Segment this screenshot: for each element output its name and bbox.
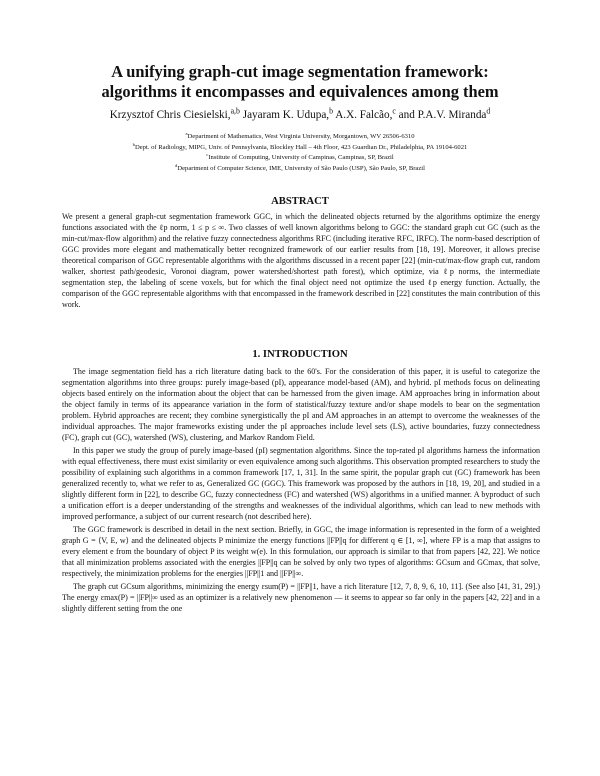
- affiliation-text: Department of Mathematics, West Virginia University, Morgantown, WV 26506-6310: [187, 133, 415, 140]
- paper-title: [40, 62, 560, 102]
- body-paragraph: The GGC framework is described in detail in the next section. Briefly, in GGC, the image information is represented in the form of a weighted graph G = ⟨V, E, w⟩ and the delineated objects P minimize the energy functions ||FP||q for different q ∈ [1, ∞], where FP is a map that assigns to every element e from the boundary of object P its weight w(e). In this formulation, our approach is similar to that from papers [42, 22]. We notice that all minimization problems associated with the energies ||FP||q can be solved by only two types of algorithms: GCsum and GCmax, that solve, respectively, the minimization problems for the energies ||FP||1 and ||FP||∞.: [62, 525, 540, 578]
- body-paragraph: The graph cut GCsum algorithms, minimizing the energy εsum(P) = ||FP||1, have a rich literature [12, 7, 8, 9, 6, 10, 11]. (See also [41, 31, 29].) The energy εmax(P) = ||FP||∞ used as an optimizer is a relatively new phenomenon — it seems to appear so far only in the papers [42, 22] and in a slightly different setting from the one: [62, 582, 540, 613]
- author-name: A.X. Falcão,: [333, 109, 393, 121]
- author-name: Jayaram K. Udupa,: [239, 109, 330, 121]
- affiliation: [40, 143, 560, 154]
- affiliation-text: Institute of Computing, University of Campinas, Campinas, SP, Brazil: [208, 154, 394, 162]
- author-name: Krzysztof Chris Ciesielski,: [109, 109, 231, 121]
- affiliation-text: Dept. of Radiology, MIPG, Univ. of Pennsylvania, Blockley Hall – 4th Floor, 423 Guardian Dr., Philadelphia, PA 19104-6021: [134, 143, 468, 151]
- author-affil-mark: a,b: [230, 106, 240, 116]
- affiliation-mark: d: [175, 162, 178, 168]
- affiliation-mark: b: [132, 141, 135, 147]
- affiliation-list: [40, 132, 560, 174]
- author-affil-mark: c: [392, 106, 396, 116]
- author-affil-mark: b: [329, 106, 334, 116]
- title-line-1: A unifying graph-cut image segmentation framework:: [111, 62, 489, 81]
- section-heading-introduction: 1. INTRODUCTION: [252, 349, 348, 360]
- author-name: and P.A.V. Miranda: [395, 109, 487, 121]
- affiliation: [40, 164, 560, 175]
- affiliation: [40, 153, 560, 164]
- affiliation-mark: c: [206, 152, 209, 157]
- body-paragraph: The image segmentation field has a rich literature dating back to the 60's. For the consideration of this paper, it is useful to categorize the segmentation algorithms into three groups: purely image-based (pI), appearance model-based (AM), and hybrid. pI methods focus on delineating objects based entirely on the information about the object that can be harnessed from the given image. AM approaches bring in information about the object family in terms of its appearance variation in the form of statistical/fuzzy texture and/or shape models to bear on the segmentation problem. Hybrid approaches are recent; they combine synergistically the pI and AM approaches in an attempt to overcome the weaknesses of the individual approaches. The major frameworks existing under the pI approaches include level sets (LS), active boundaries, fuzzy connectedness (FC), graph cut (GC), watershed (WS), clustering, and Markov Random Field.: [62, 367, 540, 442]
- body-paragraph: In this paper we study the group of purely image-based (pI) segmentation algorithms. Since the top-rated pI algorithms harness the information with equal effectiveness, there must exist similarity or even equivalence among such algorithms. This observation prompted researchers to study the possibility of explaining such algorithms in a common framework [17, 1, 31]. In the same spirit, the popular graph cut (GC) framework has been generalized recently to, what we refer to as, Generalized GC (GGC). This framework was proposed by the authors in [18, 19, 20], and studied in a slightly different form in [22], to describe GC, fuzzy connectedness (FC) and watershed (WS) algorithms in a unified manner. A byproduct of such a unification effort is a deeper understanding of the strengths and weaknesses of the individual algorithms, which can lead to new methods with improved performance, a subject of our current research (not described here).: [62, 446, 540, 521]
- author-list: [40, 108, 560, 122]
- abstract-text: We present a general graph-cut segmentation framework GGC, in which the delineated objects returned by the algorithms optimize the energy functions associated with the ℓp norm, 1 ≤ p ≤ ∞. Two classes of well known algorithms belong to GGC: the standard graph cut GC (such as the min-cut/max-flow algorithm) and the relative fuzzy connectedness algorithms RFC (including iterative RFC, IRFC). The norm-based description of GGC provides more elegant and mathematically better recognized framework of our earlier results from [18, 19]. Moreover, it allows precise theoretical comparison of GGC representable algorithms with the algorithms discussed in a recent paper [22] (min-cut/max-flow graph cut, random walker, shortest path/geodesic, Voronoi diagram, power watershed/shortest path forest), which optimize, via ℓp norms, the intermediate segmentation step, the labeling of scene voxels, but for which the final object need not optimize the used ℓp energy function. Actually, the comparison of the GGC representable algorithms with that encompassed in the framework described in [22] constitutes the main contribution of this work.: [62, 212, 540, 309]
- affiliation-mark: a: [185, 130, 188, 136]
- abstract-heading: ABSTRACT: [271, 196, 329, 207]
- affiliation: [40, 132, 560, 143]
- introduction-body: [62, 366, 540, 614]
- affiliation-text: Department of Computer Science, IME, University of São Paulo (USP), São Paulo, SP, Brazil: [177, 164, 425, 172]
- title-line-2: algorithms it encompasses and equivalences among them: [101, 82, 499, 101]
- author-affil-mark: d: [486, 106, 491, 116]
